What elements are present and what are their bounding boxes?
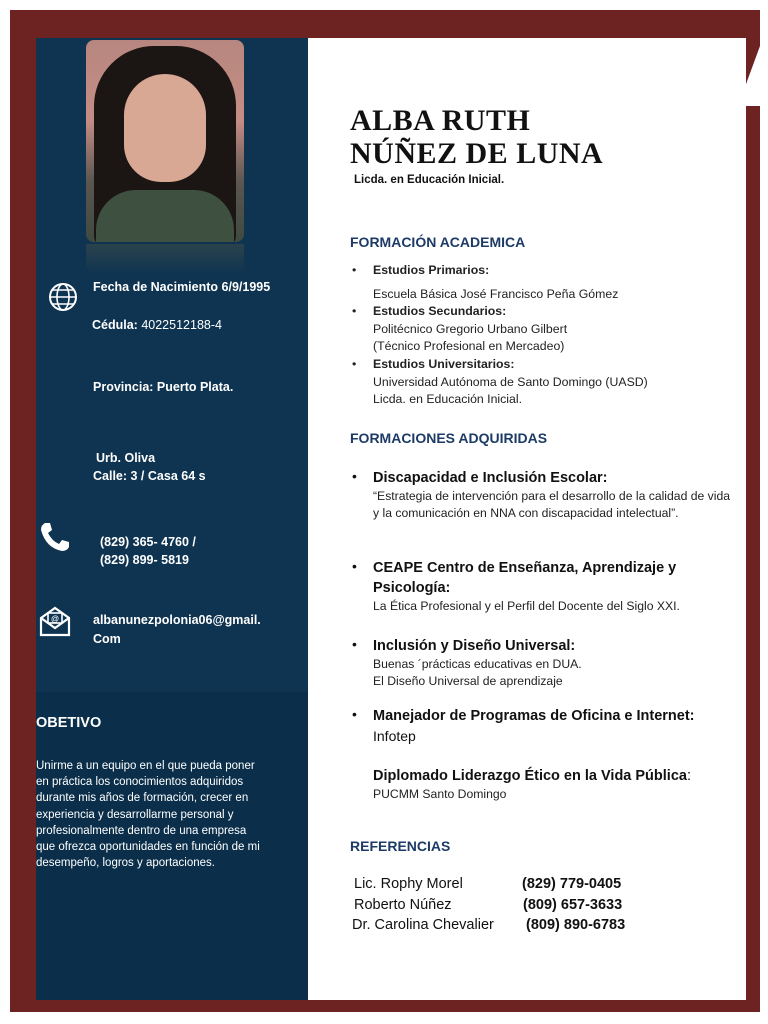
sidebar <box>36 38 308 1000</box>
full-name <box>350 104 603 170</box>
objective-title: OBETIVO <box>36 715 102 731</box>
education-list <box>352 262 732 409</box>
profile-photo <box>86 40 244 242</box>
list-item: • Estudios Universitarios: Universidad Autónoma de Santo Domingo (UASD) Licda. en Educación Inicial. <box>352 356 648 407</box>
cedula-label: Cédula: <box>92 318 138 332</box>
address-line-1: Urb. Oliva <box>96 451 156 465</box>
globe-icon <box>48 282 78 312</box>
phone-icon <box>38 520 72 554</box>
name-line-2: NÚÑEZ DE LUNA <box>350 137 604 170</box>
birth-date-value: 6/9/1995 <box>221 280 271 294</box>
envelope-icon <box>38 604 72 638</box>
email-line-2: Com <box>93 632 121 646</box>
province: Provincia: Puerto Plata. <box>93 380 234 394</box>
list-item: Diplomado Liderazgo Ético en la Vida Pública: PUCMM Santo Domingo <box>373 768 691 801</box>
list-item: • Manejador de Programas de Oficina e Internet: Infotep <box>352 706 695 744</box>
email-line-1: albanunezpolonia06@gmail. <box>93 613 261 627</box>
birth-date <box>93 280 270 294</box>
birth-date-label: Fecha de Nacimiento <box>93 280 219 294</box>
photo-reflection <box>86 244 244 274</box>
cedula-value: 4022512188-4 <box>141 318 222 332</box>
profession-subtitle: Licda. en Educación Inicial. <box>354 174 505 186</box>
list-item: • Inclusión y Diseño Universal: Buenas ´prácticas educativas en DUA. El Diseño Universal de aprendizaje <box>352 636 582 689</box>
phone-2: (829) 899- 5819 <box>100 553 189 567</box>
cedula <box>92 318 222 332</box>
list-item: • CEAPE Centro de Enseñanza, Aprendizaje y Psicología: La Ética Profesional y el Perfil del Docente del Siglo XXI. <box>352 558 680 613</box>
phone-1: (829) 365- 4760 / <box>100 535 196 549</box>
list-item: • Estudios Secundarios: Politécnico Gregorio Urbano Gilbert (Técnico Profesional en Mercadeo) <box>352 304 568 354</box>
objective-text: Unirme a un equipo en el que pueda poner en práctica los conocimientos adquiridos durante mis años de formación, crecer en experiencia y desarrollarme personal y profesionalmente dentro de una empresa que ofrezca oportunidades en función de mi desempeño, logros y aportaciones. <box>36 760 260 870</box>
list-item: • Estudios Primarios: Escuela Básica José Francisco Peña Gómez <box>352 263 619 301</box>
name-line-1: ALBA RUTH <box>350 104 531 137</box>
address-line-2: Calle: 3 / Casa 64 s <box>93 469 206 483</box>
references-title: REFERENCIAS <box>350 838 451 854</box>
main-content: ALBA RUTH NÚÑEZ DE LUNA Licda. en Educación Inicial. FORMACIÓN ACADEMICA • Estudios Primarios: Escuela Básica José Francisco Peña Gómez • Estudios Secundarios: Politécnico Gregorio Urbano Gilbert (Técnico Profesional en Mercadeo) • Estudios Universitarios: Universidad Autónoma de Santo Domingo (UASD) Licda. en Educación Inicial. FORMACIONES ADQUIRIDAS • Discapacidad e Inclusión Escolar: “Estrategia de intervención para el desarrollo de la calidad de vida y la comunicación en NNA con discapacidad intelectual”. • CEAPE Centro de Enseñanza, Aprendizaje y Psicología: La Ética Profesional y el Perfil del Docente del Siglo XXI. • Inclusión y Diseño Universal: Buenas ´prácticas educativas en DUA. El Diseño Universal de aprendizaje • Manejador de Programas de Oficina e Internet: Infotep Diplomado Liderazgo Ético en la Vida Pública: PUCMM Santo Domingo REFERENCIAS Lic. Rophy Morel (829) 779-0405 Roberto Núñez (809) 657-3633 Dr. Carolina Chevalier (809) 890-6783 <box>350 104 731 933</box>
training-title: FORMACIONES ADQUIRIDAS <box>350 430 548 446</box>
list-item: • Discapacidad e Inclusión Escolar: “Estrategia de intervención para el desarrollo de la calidad de vida y la comunicación en NNA con discapacidad intelectual”. <box>352 468 731 521</box>
education-title: FORMACIÓN ACADEMICA <box>350 234 526 250</box>
svg-text:@: @ <box>51 614 59 624</box>
